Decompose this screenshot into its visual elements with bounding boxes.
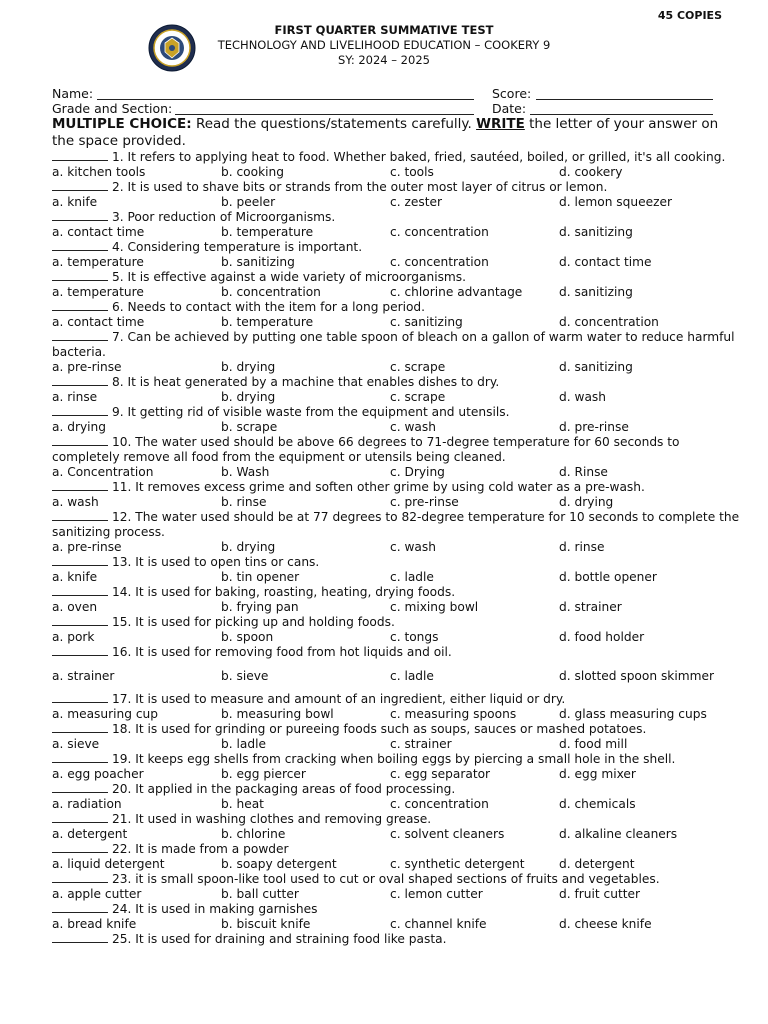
question-text <box>52 722 742 737</box>
answer-blank[interactable] <box>52 210 108 221</box>
answer-blank[interactable] <box>52 150 108 161</box>
question-item <box>52 872 742 902</box>
date-line[interactable] <box>530 114 713 115</box>
question-item <box>52 842 742 872</box>
question-statement: 20. It applied in the packaging areas of food processing. <box>112 782 456 796</box>
question-item <box>52 180 742 210</box>
question-item <box>52 150 742 180</box>
instructions-write: WRITE <box>476 116 525 132</box>
answer-blank[interactable] <box>52 375 108 386</box>
question-item <box>52 555 742 585</box>
score-line[interactable] <box>536 99 713 100</box>
option-a: a. detergent <box>52 827 128 841</box>
question-item <box>52 645 742 692</box>
option-b: b. concentration <box>221 285 321 299</box>
question-text <box>52 842 742 857</box>
option-a: a. drying <box>52 420 107 434</box>
answer-blank[interactable] <box>52 585 108 596</box>
question-item <box>52 902 742 932</box>
option-b: b. egg piercer <box>221 767 306 781</box>
options-row <box>52 827 742 842</box>
question-statement: 9. It getting rid of visible waste from the equipment and utensils. <box>112 405 510 419</box>
answer-blank[interactable] <box>52 752 108 763</box>
option-b: b. drying <box>221 540 276 554</box>
option-c: c. scrape <box>390 390 446 404</box>
question-text <box>52 510 742 540</box>
option-c: c. ladle <box>390 570 434 584</box>
option-b: b. temperature <box>221 315 314 329</box>
option-d: d. egg mixer <box>559 767 636 781</box>
option-a: a. rinse <box>52 390 98 404</box>
option-c: c. mixing bowl <box>390 600 479 614</box>
question-text <box>52 752 742 767</box>
options-row <box>52 495 742 510</box>
question-text <box>52 270 742 285</box>
question-item <box>52 510 742 555</box>
option-a: a. measuring cup <box>52 707 159 721</box>
question-statement: 12. The water used should be at 77 degrees to 82-degree temperature for 10 seconds to complete the sanitizing process. <box>52 510 740 539</box>
options-row <box>52 255 742 270</box>
option-c: c. synthetic detergent <box>390 857 525 871</box>
answer-blank[interactable] <box>52 645 108 656</box>
option-d: d. concentration <box>559 315 659 329</box>
question-text <box>52 872 742 887</box>
option-c: c. pre-rinse <box>390 495 459 509</box>
question-statement: 6. Needs to contact with the item for a long period. <box>112 300 426 314</box>
option-a: a. contact time <box>52 315 145 329</box>
question-text <box>52 405 742 420</box>
option-c: c. zester <box>390 195 442 209</box>
answer-blank[interactable] <box>52 435 108 446</box>
option-b: b. rinse <box>221 495 267 509</box>
option-b: b. spoon <box>221 630 274 644</box>
question-item <box>52 240 742 270</box>
question-statement: 4. Considering temperature is important. <box>112 240 363 254</box>
question-item <box>52 752 742 782</box>
option-b: b. sieve <box>221 668 269 683</box>
options-row <box>52 315 742 330</box>
question-statement: 5. It is effective against a wide variety of microorganisms. <box>112 270 467 284</box>
options-row <box>52 390 742 405</box>
options-row <box>52 285 742 300</box>
option-d: d. wash <box>559 390 606 404</box>
grade-section-label: Grade and Section: <box>52 101 173 116</box>
answer-blank[interactable] <box>52 812 108 823</box>
answer-blank[interactable] <box>52 270 108 281</box>
option-d: d. Rinse <box>559 465 608 479</box>
option-a: a. pork <box>52 630 95 644</box>
question-text <box>52 932 742 947</box>
options-row <box>52 195 742 210</box>
question-item <box>52 210 742 240</box>
options-row <box>52 570 742 585</box>
option-a: a. oven <box>52 600 98 614</box>
grade-section-line[interactable] <box>175 114 474 115</box>
question-item <box>52 435 742 480</box>
question-item <box>52 330 742 375</box>
option-a: a. bread knife <box>52 917 137 931</box>
name-line[interactable] <box>97 99 474 100</box>
question-statement: 14. It is used for baking, roasting, heating, drying foods. <box>112 585 456 599</box>
copies-label: 45 COPIES <box>657 9 722 22</box>
option-c: c. lemon cutter <box>390 887 483 901</box>
answer-blank[interactable] <box>52 480 108 491</box>
answer-blank[interactable] <box>52 872 108 883</box>
option-b: b. measuring bowl <box>221 707 334 721</box>
options-row <box>52 857 742 872</box>
answer-blank[interactable] <box>52 932 108 943</box>
question-statement: 3. Poor reduction of Microorganisms. <box>112 210 336 224</box>
question-item <box>52 480 742 510</box>
question-text <box>52 812 742 827</box>
question-item <box>52 270 742 300</box>
option-d: d. sanitizing <box>559 225 633 239</box>
question-item <box>52 722 742 752</box>
answer-blank[interactable] <box>52 300 108 311</box>
document-header <box>0 23 768 68</box>
question-item <box>52 782 742 812</box>
options-row <box>52 165 742 180</box>
option-a: a. sieve <box>52 737 100 751</box>
option-c: c. wash <box>390 540 436 554</box>
question-item <box>52 405 742 435</box>
option-a: a. temperature <box>52 285 144 299</box>
option-a: a. radiation <box>52 797 122 811</box>
date-label: Date: <box>492 101 527 116</box>
question-item <box>52 300 742 330</box>
question-text <box>52 692 742 707</box>
answer-blank[interactable] <box>52 782 108 793</box>
option-a: a. egg poacher <box>52 767 144 781</box>
answer-blank[interactable] <box>52 330 108 341</box>
question-statement: 16. It is used for removing food from hot liquids and oil. <box>112 645 452 659</box>
option-b: b. Wash <box>221 465 270 479</box>
option-a: a. pre-rinse <box>52 540 122 554</box>
option-d: d. cookery <box>559 165 623 179</box>
option-c: c. concentration <box>390 255 489 269</box>
option-d: d. detergent <box>559 857 635 871</box>
question-text <box>52 330 742 360</box>
question-text <box>52 645 742 660</box>
question-text <box>52 435 742 465</box>
options-row <box>52 707 742 722</box>
question-text <box>52 210 742 225</box>
option-d: d. cheese knife <box>559 917 652 931</box>
test-title: FIRST QUARTER SUMMATIVE TEST <box>274 23 494 37</box>
score-label: Score: <box>492 86 532 101</box>
question-item <box>52 375 742 405</box>
option-b: b. sanitizing <box>221 255 295 269</box>
question-item <box>52 615 742 645</box>
options-row <box>52 660 742 692</box>
answer-blank[interactable] <box>52 510 108 521</box>
option-a: a. strainer <box>52 668 115 683</box>
question-statement: 18. It is used for grinding or pureeing foods such as soups, sauces or mashed potatoes. <box>112 722 647 736</box>
question-text <box>52 240 742 255</box>
option-b: b. peeler <box>221 195 276 209</box>
instructions-type: MULTIPLE CHOICE: <box>52 116 192 132</box>
option-a: a. apple cutter <box>52 887 142 901</box>
question-text <box>52 902 742 917</box>
option-d: d. drying <box>559 495 614 509</box>
option-c: c. concentration <box>390 225 489 239</box>
question-statement: 23. it is small spoon-like tool used to cut or oval shaped sections of fruits and vegetables. <box>112 872 660 886</box>
option-a: a. knife <box>52 195 98 209</box>
option-c: c. ladle <box>390 668 434 683</box>
options-row <box>52 540 742 555</box>
answer-blank[interactable] <box>52 842 108 853</box>
option-d: d. slotted spoon skimmer <box>559 668 714 683</box>
option-d: d. pre-rinse <box>559 420 629 434</box>
question-statement: 10. The water used should be above 66 degrees to 71-degree temperature for 60 seconds to completely remove all food from the equipment or utensils being cleaned. <box>52 435 680 464</box>
question-statement: 21. It used in washing clothes and removing grease. <box>112 812 432 826</box>
question-text <box>52 615 742 630</box>
option-d: d. alkaline cleaners <box>559 827 678 841</box>
option-a: a. Concentration <box>52 465 154 479</box>
answer-blank[interactable] <box>52 240 108 251</box>
options-row <box>52 917 742 932</box>
question-text <box>52 150 742 165</box>
option-d: d. food mill <box>559 737 628 751</box>
question-item <box>52 812 742 842</box>
question-item <box>52 585 742 615</box>
answer-blank[interactable] <box>52 555 108 566</box>
question-statement: 7. Can be achieved by putting one table spoon of bleach on a gallon of warm water to reduce harmful bacteria. <box>52 330 735 359</box>
option-b: b. heat <box>221 797 264 811</box>
option-b: b. soapy detergent <box>221 857 337 871</box>
question-statement: 17. It is used to measure and amount of an ingredient, either liquid or dry. <box>112 692 566 706</box>
question-text <box>52 585 742 600</box>
option-d: d. fruit cutter <box>559 887 641 901</box>
question-statement: 22. It is made from a powder <box>112 842 289 856</box>
option-b: b. ball cutter <box>221 887 299 901</box>
instructions <box>52 116 732 150</box>
instructions-text-2: the letter of your answer on the space provided. <box>52 116 719 149</box>
question-text <box>52 375 742 390</box>
answer-blank[interactable] <box>52 722 108 733</box>
option-c: c. scrape <box>390 360 446 374</box>
options-row <box>52 887 742 902</box>
question-statement: 1. It refers to applying heat to food. Whether baked, fried, sautéed, boiled, or grilled, it's all cooking. <box>112 150 726 164</box>
option-d: d. bottle opener <box>559 570 657 584</box>
option-b: b. scrape <box>221 420 278 434</box>
question-statement: 25. It is used for draining and straining food like pasta. <box>112 932 447 946</box>
question-text <box>52 180 742 195</box>
option-b: b. temperature <box>221 225 314 239</box>
option-a: a. contact time <box>52 225 145 239</box>
answer-blank[interactable] <box>52 692 108 703</box>
option-a: a. wash <box>52 495 99 509</box>
question-statement: 13. It is used to open tins or cans. <box>112 555 320 569</box>
instructions-text-1: Read the questions/statements carefully. <box>191 116 477 132</box>
option-c: c. solvent cleaners <box>390 827 505 841</box>
answer-blank[interactable] <box>52 615 108 626</box>
option-d: d. rinse <box>559 540 605 554</box>
option-b: b. drying <box>221 360 276 374</box>
question-item <box>52 692 742 722</box>
option-c: c. Drying <box>390 465 445 479</box>
option-d: d. glass measuring cups <box>559 707 707 721</box>
option-a: a. pre-rinse <box>52 360 122 374</box>
school-year: SY: 2024 – 2025 <box>338 53 430 67</box>
option-d: d. lemon squeezer <box>559 195 673 209</box>
name-label: Name: <box>52 86 94 101</box>
answer-blank[interactable] <box>52 405 108 416</box>
question-statement: 19. It keeps egg shells from cracking when boiling eggs by piercing a small hole in the shell. <box>112 752 676 766</box>
option-c: c. concentration <box>390 797 489 811</box>
options-row <box>52 465 742 480</box>
options-row <box>52 797 742 812</box>
question-list <box>52 150 742 947</box>
options-row <box>52 225 742 240</box>
answer-blank[interactable] <box>52 902 108 913</box>
option-c: c. egg separator <box>390 767 491 781</box>
option-c: c. strainer <box>390 737 452 751</box>
question-text <box>52 480 742 495</box>
option-a: a. liquid detergent <box>52 857 165 871</box>
option-c: c. tongs <box>390 630 439 644</box>
option-a: a. kitchen tools <box>52 165 146 179</box>
question-statement: 2. It is used to shave bits or strands from the outer most layer of citrus or lemon. <box>112 180 608 194</box>
question-text <box>52 555 742 570</box>
options-row <box>52 420 742 435</box>
options-row <box>52 630 742 645</box>
option-c: c. wash <box>390 420 436 434</box>
answer-blank[interactable] <box>52 180 108 191</box>
options-row <box>52 767 742 782</box>
question-statement: 15. It is used for picking up and holding foods. <box>112 615 395 629</box>
option-d: d. chemicals <box>559 797 636 811</box>
option-c: c. chlorine advantage <box>390 285 523 299</box>
option-d: d. food holder <box>559 630 645 644</box>
option-d: d. strainer <box>559 600 622 614</box>
option-c: c. tools <box>390 165 434 179</box>
option-a: a. knife <box>52 570 98 584</box>
option-b: b. ladle <box>221 737 266 751</box>
option-b: b. chlorine <box>221 827 286 841</box>
option-b: b. frying pan <box>221 600 299 614</box>
option-c: c. sanitizing <box>390 315 463 329</box>
option-b: b. drying <box>221 390 276 404</box>
option-a: a. temperature <box>52 255 144 269</box>
option-d: d. sanitizing <box>559 285 633 299</box>
option-d: d. sanitizing <box>559 360 633 374</box>
options-row <box>52 360 742 375</box>
option-b: b. cooking <box>221 165 285 179</box>
option-b: b. tin opener <box>221 570 300 584</box>
question-statement: 11. It removes excess grime and soften other grime by using cold water as a pre-wash. <box>112 480 645 494</box>
option-c: c. channel knife <box>390 917 487 931</box>
option-d: d. contact time <box>559 255 652 269</box>
question-text <box>52 782 742 797</box>
subject-title: TECHNOLOGY AND LIVELIHOOD EDUCATION – COOKERY 9 <box>217 38 551 52</box>
option-c: c. measuring spoons <box>390 707 517 721</box>
options-row <box>52 600 742 615</box>
options-row <box>52 737 742 752</box>
option-b: b. biscuit knife <box>221 917 311 931</box>
question-item <box>52 932 742 947</box>
question-statement: 8. It is heat generated by a machine that enables dishes to dry. <box>112 375 500 389</box>
question-statement: 24. It is used in making garnishes <box>112 902 318 916</box>
question-text <box>52 300 742 315</box>
